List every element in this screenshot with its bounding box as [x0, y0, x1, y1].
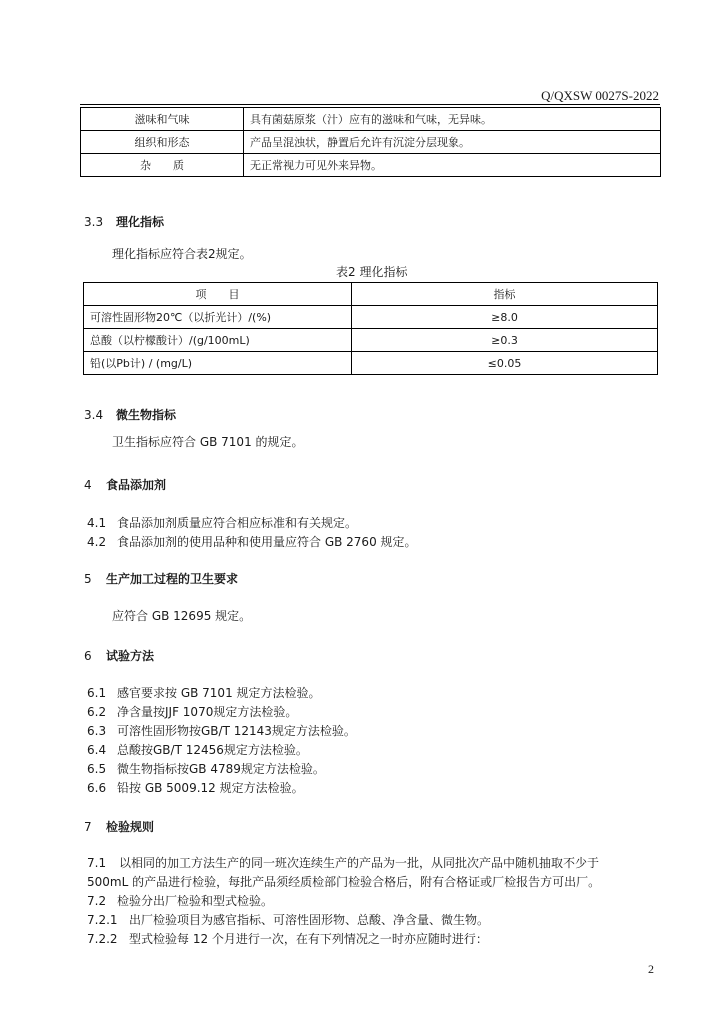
list-item: 6.1 感官要求按 GB 7101 规定方法检验。 — [87, 686, 321, 700]
paragraph: 7.2.1 出厂检验项目为感官指标、可溶性固形物、总酸、净含量、微生物。 — [87, 913, 490, 927]
table-cell: ≥8.0 — [352, 306, 658, 329]
document-code: Q/QXSW 0027S-2022 — [541, 88, 659, 103]
list-item: 6.2 净含量按JJF 1070规定方法检验。 — [87, 705, 298, 719]
column-header: 项 目 — [84, 283, 352, 306]
list-item: 4.2 食品添加剂的使用品种和使用量应符合 GB 2760 规定。 — [87, 535, 417, 549]
list-item: 6.3 可溶性固形物按GB/T 12143规定方法检验。 — [87, 724, 356, 738]
section-heading-6 — [84, 647, 154, 664]
section-heading-4 — [84, 476, 166, 493]
table-row — [81, 154, 661, 177]
paragraph: 500mL 的产品进行检验，每批产品须经质检部门检验合格后，附有合格证或厂检报告方可出厂。 — [87, 875, 601, 889]
section-title: 微生物指标 — [116, 408, 177, 422]
section-title: 试验方法 — [106, 649, 155, 663]
section-heading-3-3 — [84, 213, 164, 230]
table-cell: ≤0.05 — [352, 352, 658, 375]
paragraph: 卫生指标应符合 GB 7101 的规定。 — [112, 435, 304, 449]
sensory-table — [80, 107, 661, 177]
paragraph: 应符合 GB 12695 规定。 — [112, 609, 252, 623]
column-header: 指标 — [352, 283, 658, 306]
table-cell: 无正常视力可见外来异物。 — [244, 154, 661, 177]
table-cell: 组织和形态 — [81, 131, 244, 154]
table-cell: 总酸（以柠檬酸计）/(g/100mL) — [84, 329, 352, 352]
table-cell: 产品呈混浊状，静置后允许有沉淀分层现象。 — [244, 131, 661, 154]
table-cell: 具有菌菇原浆（汁）应有的滋味和气味，无异味。 — [244, 108, 661, 131]
table-cell: 滋味和气味 — [81, 108, 244, 131]
paragraph: 7.2.2 型式检验每 12 个月进行一次，在有下列情况之一时亦应随时进行： — [87, 932, 488, 946]
section-number: 4 — [84, 478, 92, 492]
section-number: 6 — [84, 649, 92, 663]
section-number: 5 — [84, 572, 92, 586]
table-cell: 可溶性固形物20℃（以折光计）/(%) — [84, 306, 352, 329]
page-number: 2 — [648, 962, 654, 976]
section-number: 3.4 — [84, 408, 104, 422]
list-item: 6.4 总酸按GB/T 12456规定方法检验。 — [87, 743, 308, 757]
table-row — [84, 329, 658, 352]
table-cell: 杂 质 — [81, 154, 244, 177]
section-heading-3-4 — [84, 406, 176, 423]
list-item: 4.1 食品添加剂质量应符合相应标准和有关规定。 — [87, 516, 358, 530]
table-row — [84, 306, 658, 329]
section-title: 生产加工过程的卫生要求 — [106, 572, 239, 586]
paragraph: 7.2 检验分出厂检验和型式检验。 — [87, 894, 274, 908]
section-title: 食品添加剂 — [106, 478, 167, 492]
paragraph: 7.1 以相同的加工方法生产的同一班次连续生产的产品为一批，从同批次产品中随机抽取不少于 — [87, 856, 600, 870]
table-row — [84, 352, 658, 375]
section-heading-7 — [84, 818, 154, 835]
paragraph: 理化指标应符合表2规定。 — [112, 247, 252, 261]
header-rule — [80, 104, 660, 105]
section-title: 检验规则 — [106, 820, 155, 834]
section-title: 理化指标 — [116, 215, 165, 229]
list-item: 6.5 微生物指标按GB 4789规定方法检验。 — [87, 762, 325, 776]
physicochemical-table — [83, 282, 658, 375]
table-header-row — [84, 283, 658, 306]
section-number: 7 — [84, 820, 92, 834]
section-heading-5 — [84, 570, 238, 587]
table-row — [81, 108, 661, 131]
table-cell: 铅(以Pb计) / (mg/L) — [84, 352, 352, 375]
table-row — [81, 131, 661, 154]
list-item: 6.6 铅按 GB 5009.12 规定方法检验。 — [87, 781, 304, 795]
section-number: 3.3 — [84, 215, 104, 229]
table-caption: 表2 理化指标 — [336, 265, 408, 279]
table-cell: ≥0.3 — [352, 329, 658, 352]
